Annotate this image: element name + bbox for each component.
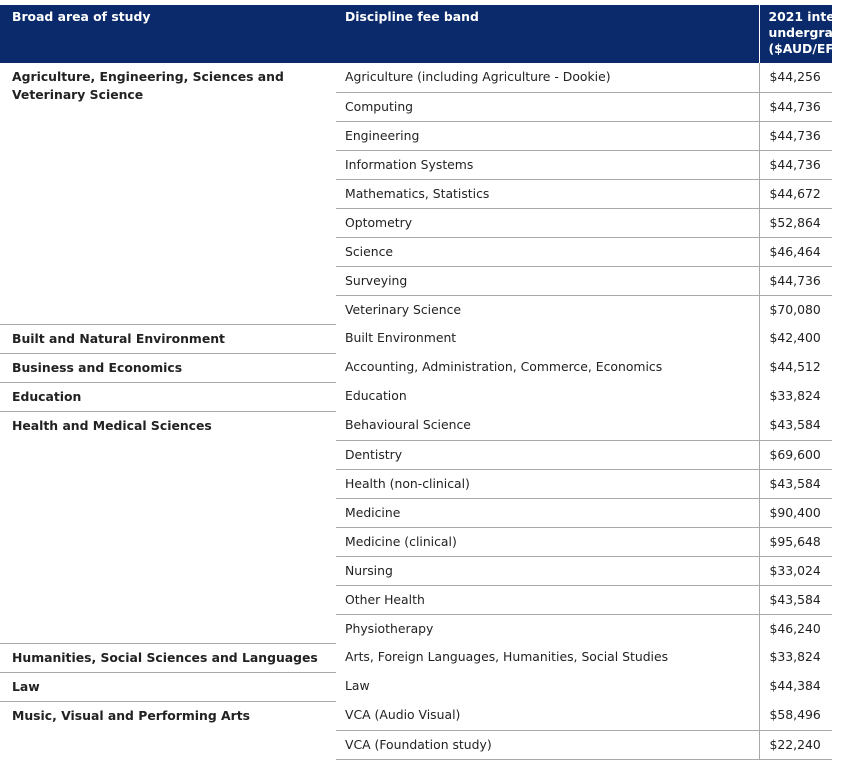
discipline-cell: Mathematics, Statistics: [336, 179, 759, 208]
fee-cell: $43,584: [759, 469, 832, 498]
discipline-cell: Science: [336, 237, 759, 266]
discipline-cell: Education: [345, 388, 407, 403]
discipline-cell: Veterinary Science: [336, 295, 759, 324]
fee-cell: $70,080: [759, 295, 832, 324]
fee-cell: $90,400: [759, 498, 832, 527]
area-cell: Health and Medical Sciences: [0, 411, 336, 643]
discipline-cell: Behavioural Science: [345, 417, 471, 432]
area-cell: Law: [0, 672, 336, 701]
area-cell: Built and Natural Environment: [0, 324, 336, 353]
discipline-cell: Information Systems: [336, 150, 759, 179]
fee-cell: $52,864: [759, 208, 832, 237]
discipline-cell: Other Health: [336, 585, 759, 614]
discipline-cell: Arts, Foreign Languages, Humanities, Social Studies: [345, 649, 669, 664]
fee-cell: $43,584: [759, 585, 832, 614]
fee-cell: $44,736: [759, 121, 832, 150]
table-body: [0, 63, 832, 759]
fee-cell: $44,672: [759, 179, 832, 208]
table-row: [0, 701, 832, 730]
area-cell: Humanities, Social Sciences and Languages: [0, 643, 336, 672]
discipline-cell: VCA (Foundation study): [336, 730, 759, 759]
fee-cell: $22,240: [759, 730, 832, 759]
discipline-cell: Accounting, Administration, Commerce, Economics: [345, 359, 663, 374]
table-row: [0, 353, 832, 382]
fee-cell: $33,024: [759, 556, 832, 585]
table-row: [0, 382, 832, 411]
discipline-cell: Law: [345, 678, 370, 693]
table-row: [0, 324, 832, 353]
fee-cell: $46,240: [759, 614, 832, 643]
fee-cell: $44,736: [759, 92, 832, 121]
discipline-cell: Medicine (clinical): [336, 527, 759, 556]
table-row: [0, 63, 832, 92]
area-cell: Agriculture, Engineering, Sciences and Veterinary Science: [12, 69, 284, 102]
header-row: [0, 5, 832, 63]
fee-cell: $44,256: [759, 63, 832, 92]
table-row: [0, 672, 832, 701]
discipline-cell: Health (non-clinical): [336, 469, 759, 498]
fee-cell: $33,824: [759, 382, 832, 411]
discipline-cell: Agriculture (including Agriculture - Dookie): [345, 69, 611, 84]
header-fee-line: 2021 inter: [768, 9, 841, 24]
fee-cell: $46,464: [759, 237, 832, 266]
fee-cell: $95,648: [759, 527, 832, 556]
discipline-cell: Medicine: [336, 498, 759, 527]
header-fee-line: ($AUD/EFT: [768, 41, 842, 56]
discipline-cell: Computing: [336, 92, 759, 121]
discipline-cell: Built Environment: [345, 330, 457, 345]
fee-cell: $33,824: [759, 643, 832, 672]
discipline-cell: Engineering: [336, 121, 759, 150]
fee-cell: $44,512: [759, 353, 832, 382]
fee-cell: $69,600: [759, 440, 832, 469]
table-row: [0, 643, 832, 672]
discipline-cell: Nursing: [336, 556, 759, 585]
discipline-cell: VCA (Audio Visual): [345, 707, 461, 722]
table-row: [0, 411, 832, 440]
area-cell: Music, Visual and Performing Arts: [0, 701, 336, 759]
header-discipline: Discipline fee band: [336, 5, 759, 63]
area-cell: Education: [0, 382, 336, 411]
fee-cell: $58,496: [759, 701, 832, 730]
area-cell: Business and Economics: [0, 353, 336, 382]
fee-cell: $44,736: [759, 266, 832, 295]
fee-table: [0, 5, 842, 760]
header-fee: [759, 5, 842, 63]
discipline-cell: Physiotherapy: [336, 614, 759, 643]
fee-cell: $44,736: [759, 150, 832, 179]
discipline-cell: Dentistry: [336, 440, 759, 469]
fee-cell: $44,384: [759, 672, 832, 701]
header-fee-line: undergrad: [768, 25, 842, 40]
header-area: Broad area of study: [0, 5, 336, 63]
discipline-cell: Optometry: [336, 208, 759, 237]
fee-cell: $43,584: [759, 411, 832, 440]
table-header: [0, 5, 842, 63]
discipline-cell: Surveying: [336, 266, 759, 295]
fee-cell: $42,400: [759, 324, 832, 353]
